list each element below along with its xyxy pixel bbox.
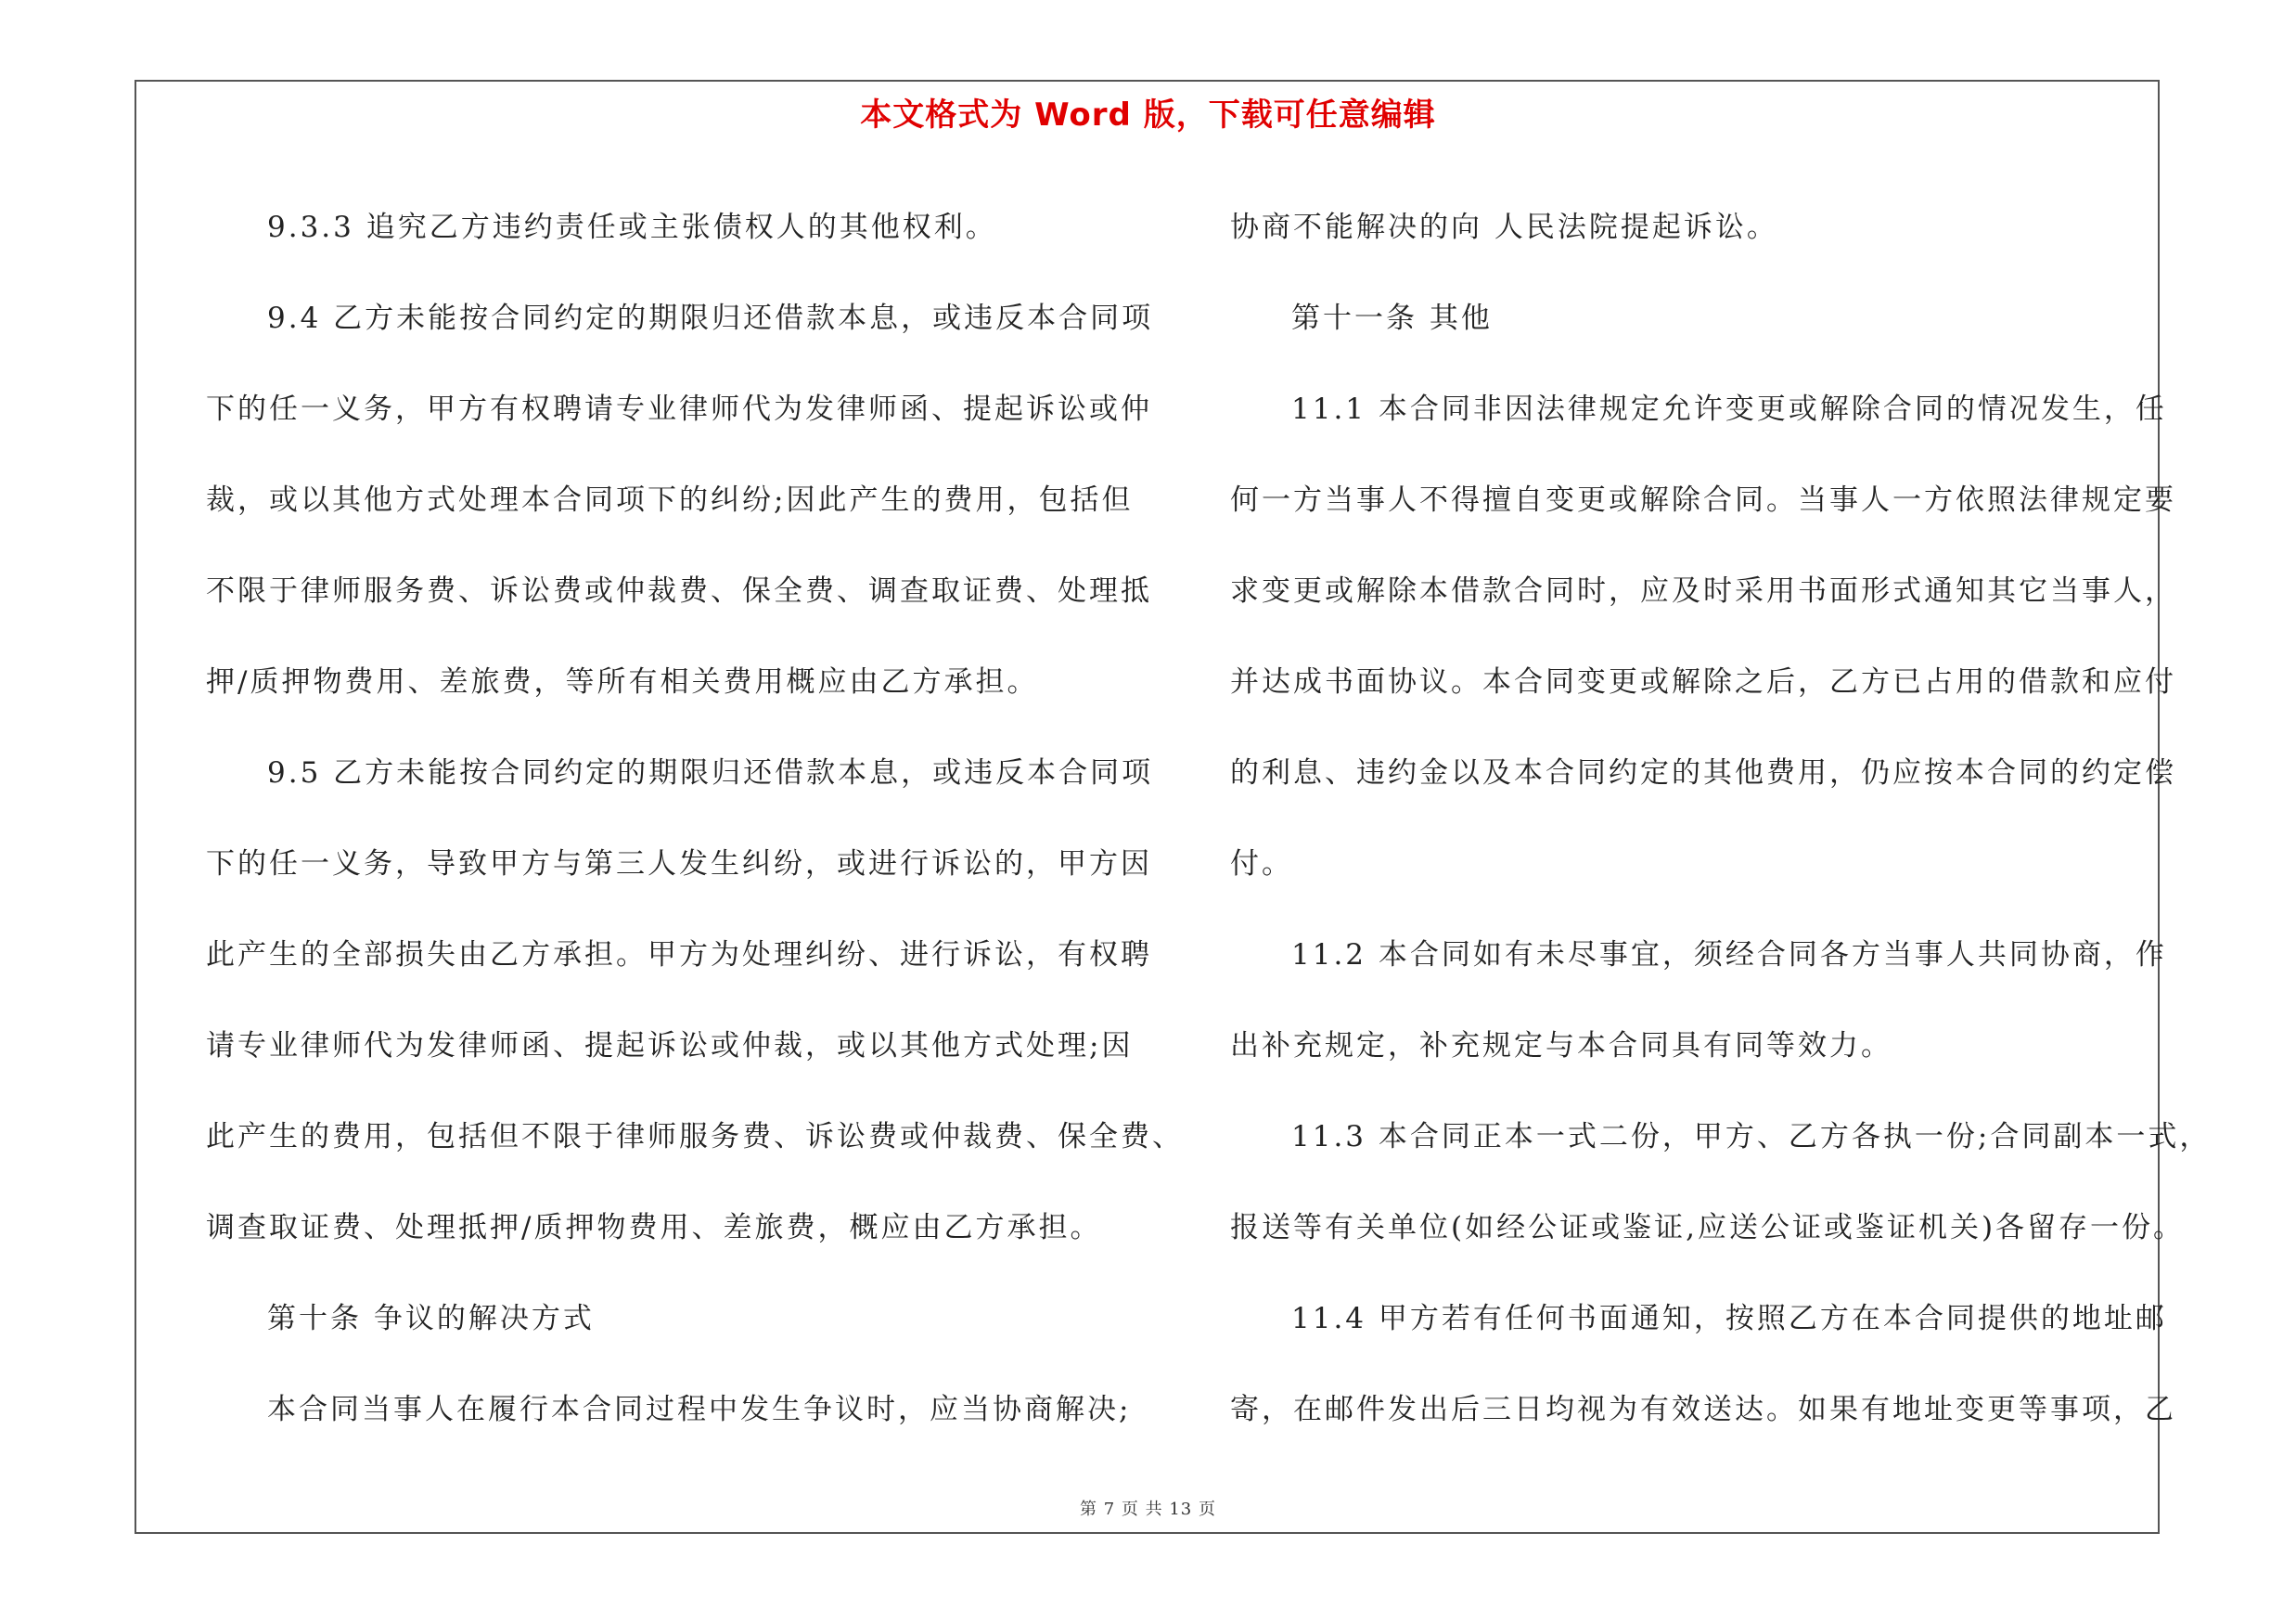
- text-line: 寄，在邮件发出后三日均视为有效送达。如果有地址变更等事项，乙: [1230, 1393, 2176, 1426]
- text-line: 11.4 甲方若有任何书面通知，按照乙方在本合同提供的地址邮: [1291, 1302, 2167, 1335]
- text-line: 此产生的全部损失由乙方承担。甲方为处理纠纷、进行诉讼，有权聘: [206, 938, 1152, 972]
- text-line: 11.3 本合同正本一式二份，甲方、乙方各执一份;合同副本一式，: [1291, 1120, 2212, 1153]
- text-line: 9.3.3 追究乙方违约责任或主张债权人的其他权利。: [267, 211, 997, 244]
- text-line: 调查取证费、处理抵押/质押物费用、差旅费，概应由乙方承担。: [206, 1211, 1102, 1244]
- text-line: 出补充规定，补充规定与本合同具有同等效力。: [1230, 1029, 1892, 1063]
- text-line: 9.4 乙方未能按合同约定的期限归还借款本息，或违反本合同项: [267, 302, 1154, 335]
- text-line: 11.2 本合同如有未尽事宜，须经合同各方当事人共同协商，作: [1291, 938, 2167, 972]
- text-line: 本合同当事人在履行本合同过程中发生争议时，应当协商解决;: [267, 1393, 1132, 1426]
- text-line: 付。: [1230, 847, 1293, 881]
- text-line: 裁，或以其他方式处理本合同项下的纠纷;因此产生的费用，包括但: [206, 483, 1134, 517]
- text-line: 报送等有关单位(如经公证或鉴证,应送公证或鉴证机关)各留存一份。: [1230, 1211, 2186, 1244]
- right-text-column: [1230, 182, 2212, 1455]
- text-line: 此产生的费用，包括但不限于律师服务费、诉讼费或仲裁费、保全费、: [206, 1120, 1184, 1153]
- left-text-column: [206, 182, 1184, 1455]
- text-line: 何一方当事人不得擅自变更或解除合同。当事人一方依照法律规定要: [1230, 483, 2176, 517]
- text-line: 下的任一义务，甲方有权聘请专业律师代为发律师函、提起诉讼或仲: [206, 393, 1152, 426]
- text-line: 第十条 争议的解决方式: [267, 1302, 595, 1335]
- text-line: 押/质押物费用、差旅费，等所有相关费用概应由乙方承担。: [206, 665, 1039, 699]
- text-line: 协商不能解决的向 人民法院提起诉讼。: [1230, 211, 1778, 244]
- page-number-footer: 第 7 页 共 13 页: [1080, 1500, 1216, 1519]
- text-line: 下的任一义务，导致甲方与第三人发生纠纷，或进行诉讼的，甲方因: [206, 847, 1152, 881]
- text-line: 不限于律师服务费、诉讼费或仲裁费、保全费、调查取证费、处理抵: [206, 574, 1152, 608]
- text-line: 11.1 本合同非因法律规定允许变更或解除合同的情况发生，任: [1291, 393, 2167, 426]
- text-line: 9.5 乙方未能按合同约定的期限归还借款本息，或违反本合同项: [267, 756, 1154, 790]
- word-format-banner: 本文格式为 Word 版，下载可任意编辑: [860, 97, 1436, 134]
- text-line: 并达成书面协议。本合同变更或解除之后，乙方已占用的借款和应付: [1230, 665, 2176, 699]
- text-line: 第十一条 其他: [1291, 302, 1493, 335]
- text-line: 的利息、违约金以及本合同约定的其他费用，仍应按本合同的约定偿: [1230, 756, 2176, 790]
- text-line: 请专业律师代为发律师函、提起诉讼或仲裁，或以其他方式处理;因: [206, 1029, 1134, 1063]
- text-line: 求变更或解除本借款合同时，应及时采用书面形式通知其它当事人，: [1230, 574, 2176, 608]
